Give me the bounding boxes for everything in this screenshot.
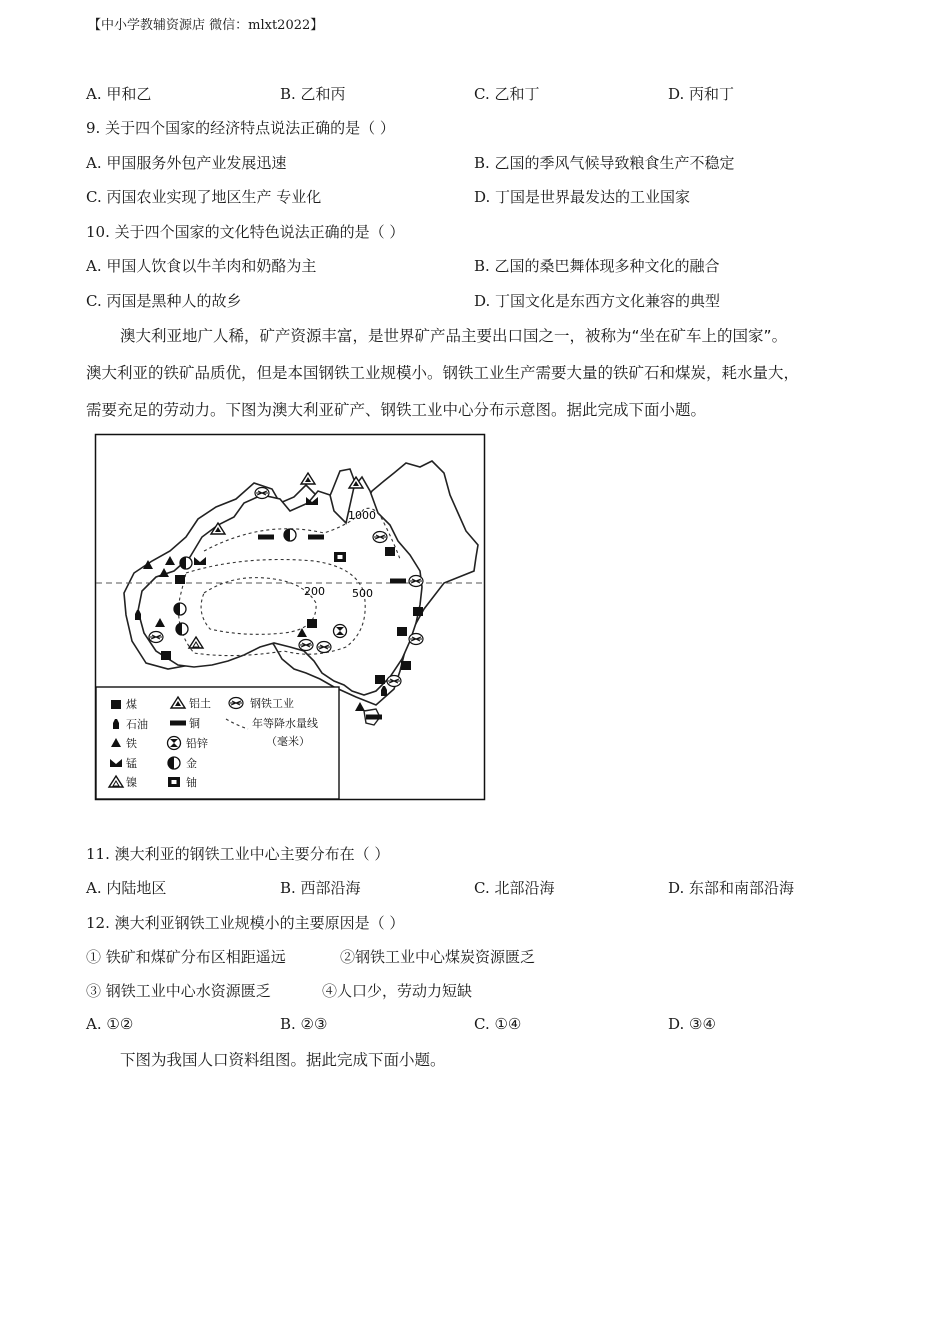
closing-passage: 下图为我国人口资料组图。据此完成下面小题。 — [120, 1051, 446, 1069]
q10-option-b: B. 乙国的桑巴舞体现多种文化的融合 — [474, 257, 720, 275]
q10-stem: 10. 关于四个国家的文化特色说法正确的是（ ） — [86, 223, 405, 241]
q9-option-d: D. 丁国是世界最发达的工业国家 — [474, 188, 691, 206]
map-symbol-steel — [317, 642, 331, 653]
q11-option-c: C. 北部沿海 — [474, 879, 555, 897]
map-symbol-coal — [413, 607, 423, 616]
map-symbol-u — [334, 552, 346, 562]
legend-mn-label: 锰 — [126, 757, 137, 770]
q12-statement-3: ③ 钢铁工业中心水资源匮乏 — [86, 982, 271, 1000]
legend-oil-label: 石油 — [126, 718, 148, 731]
q11-option-d: D. 东部和南部沿海 — [668, 879, 795, 897]
legend-gold-label: 金 — [186, 757, 197, 770]
map-symbol-steel — [299, 640, 313, 651]
q9-option-c: C. 丙国农业实现了地区生产 专业化 — [86, 188, 322, 206]
q8-option-d: D. 丙和丁 — [668, 85, 735, 103]
passage-line-3: 需要充足的劳动力。下图为澳大利亚矿产、钢铁工业中心分布示意图。据此完成下面小题。 — [86, 401, 707, 419]
q8-option-a: A. 甲和乙 — [86, 85, 152, 103]
map-symbol-steel — [255, 488, 269, 499]
map-symbol-steel — [373, 532, 387, 543]
legend-iron-label: 铁 — [126, 737, 137, 750]
map-symbol-copper — [308, 535, 324, 540]
legend-gold-symbol — [168, 757, 180, 769]
legend-pbzn-symbol — [168, 737, 181, 750]
q9-option-b: B. 乙国的季风气候导致粮食生产不稳定 — [474, 154, 735, 172]
map-symbol-gold — [176, 623, 188, 635]
isohyet-label-500: 500 — [352, 587, 373, 600]
legend-nickel-label: 镍 — [126, 776, 137, 789]
q12-option-c: C. ①④ — [474, 1015, 522, 1033]
map-symbol-coal — [397, 627, 407, 636]
legend-copper-symbol — [170, 721, 186, 726]
q8-option-c: C. 乙和丁 — [474, 85, 540, 103]
q11-option-a: A. 内陆地区 — [86, 879, 167, 897]
legend-steel-label: 钢铁工业 — [250, 697, 294, 710]
map-symbol-coal — [175, 575, 185, 584]
australia-minerals-map — [94, 433, 486, 803]
legend-u-label: 铀 — [186, 776, 197, 789]
q10-option-c: C. 丙国是黑种人的故乡 — [86, 292, 242, 310]
map-symbol-copper — [390, 579, 406, 584]
q12-statement-4: ④人口少，劳动力短缺 — [322, 982, 473, 1000]
map-symbol-copper — [366, 715, 382, 720]
map-symbol-pbzn — [334, 625, 347, 638]
q12-option-a: A. ①② — [86, 1015, 134, 1033]
map-symbol-coal — [385, 547, 395, 556]
map-symbol-steel — [149, 632, 163, 643]
q12-statement-1: ① 铁矿和煤矿分布区相距遥远 — [86, 948, 286, 966]
legend-copper-label: 铜 — [189, 717, 200, 730]
legend-u-symbol — [168, 777, 180, 787]
map-symbol-gold — [174, 603, 186, 615]
legend-bauxite-label: 铝土 — [189, 697, 211, 710]
legend-isohyet-label: 年等降水量线 — [252, 717, 318, 730]
q12-stem: 12. 澳大利亚钢铁工业规模小的主要原因是（ ） — [86, 914, 405, 932]
map-symbol-gold — [180, 557, 192, 569]
map-symbol-steel — [409, 634, 423, 645]
q11-option-b: B. 西部沿海 — [280, 879, 361, 897]
isohyet-label-1000: 1000 — [348, 509, 376, 522]
isohyet-label-200: 200 — [304, 585, 325, 598]
passage-line-2: 澳大利亚的铁矿品质优，但是本国钢铁工业规模小。钢铁工业生产需要大量的铁矿石和煤炭，耗水量大， — [86, 364, 800, 382]
legend-isohyet-unit: （毫米） — [266, 735, 310, 748]
page-header: 【中小学教辅资源店 微信：mlxt2022】 — [88, 18, 324, 33]
q12-statement-2: ②钢铁工业中心煤炭资源匮乏 — [340, 948, 536, 966]
q9-option-a: A. 甲国服务外包产业发展迅速 — [86, 154, 287, 172]
q9-stem: 9. 关于四个国家的经济特点说法正确的是（ ） — [86, 119, 395, 137]
map-symbol-steel — [387, 676, 401, 687]
legend-coal-symbol — [111, 700, 121, 709]
map-symbol-steel — [409, 576, 423, 587]
legend-steel-symbol — [229, 698, 243, 709]
map-symbol-coal — [401, 661, 411, 670]
map-symbol-coal — [161, 651, 171, 660]
map-symbol-coal — [375, 675, 385, 684]
passage-line-1: 澳大利亚地广人稀，矿产资源丰富，是世界矿产品主要出口国之一，被称为“坐在矿车上的国家”。 — [120, 327, 788, 345]
legend-coal-label: 煤 — [126, 698, 137, 711]
q12-option-b: B. ②③ — [280, 1015, 328, 1033]
q11-stem: 11. 澳大利亚的钢铁工业中心主要分布在（ ） — [86, 845, 390, 863]
legend-pbzn-label: 铅锌 — [186, 737, 208, 750]
map-symbol-copper — [258, 535, 274, 540]
q10-option-d: D. 丁国文化是东西方文化兼容的典型 — [474, 292, 721, 310]
q10-option-a: A. 甲国人饮食以牛羊肉和奶酪为主 — [86, 257, 317, 275]
map-symbol-gold — [284, 529, 296, 541]
map-symbol-coal — [307, 619, 317, 628]
q12-option-d: D. ③④ — [668, 1015, 716, 1033]
q8-option-b: B. 乙和丙 — [280, 85, 346, 103]
